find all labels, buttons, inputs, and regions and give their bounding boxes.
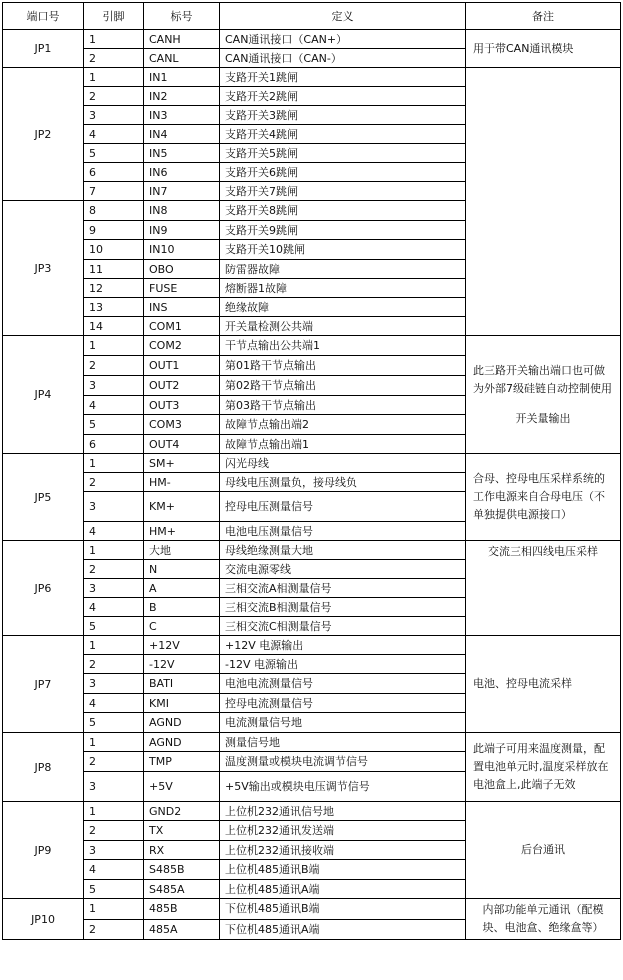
label-cell: IN8 bbox=[144, 201, 220, 221]
table-body bbox=[3, 30, 621, 940]
table-row bbox=[3, 636, 621, 655]
definition-cell: 支路开关6跳闸 bbox=[220, 163, 466, 182]
label-cell: -12V bbox=[144, 655, 220, 674]
pin-cell: 10 bbox=[84, 240, 144, 260]
definition-cell: 防雷器故障 bbox=[220, 260, 466, 279]
header-remarks: 备注 bbox=[466, 3, 621, 30]
definition-cell: 故障节点输出端2 bbox=[220, 415, 466, 435]
label-cell: IN3 bbox=[144, 106, 220, 125]
definition-cell: +12V 电源输出 bbox=[220, 636, 466, 655]
remarks-cell bbox=[466, 899, 621, 940]
label-cell: OUT3 bbox=[144, 396, 220, 415]
table-row bbox=[3, 541, 621, 560]
definition-cell: 上位机485通讯B端 bbox=[220, 860, 466, 880]
pin-cell: 3 bbox=[84, 841, 144, 860]
pin-cell: 2 bbox=[84, 919, 144, 940]
pin-cell: 3 bbox=[84, 674, 144, 694]
label-cell: 大地 bbox=[144, 541, 220, 560]
definition-cell: 支路开关9跳闸 bbox=[220, 221, 466, 240]
definition-cell: -12V 电源输出 bbox=[220, 655, 466, 674]
table-row bbox=[3, 336, 621, 356]
pin-cell: 4 bbox=[84, 860, 144, 880]
table-row bbox=[3, 30, 621, 49]
table-row bbox=[3, 68, 621, 87]
pin-cell: 3 bbox=[84, 106, 144, 125]
label-cell: IN5 bbox=[144, 144, 220, 163]
remarks-text: 交流三相四线电压采样 bbox=[488, 545, 598, 558]
label-cell: OUT2 bbox=[144, 376, 220, 396]
pin-cell: 2 bbox=[84, 87, 144, 106]
label-cell: S485A bbox=[144, 880, 220, 899]
remarks-cell bbox=[466, 336, 621, 454]
pin-cell: 6 bbox=[84, 435, 144, 454]
label-cell: COM1 bbox=[144, 317, 220, 336]
label-cell: +12V bbox=[144, 636, 220, 655]
pin-cell: 8 bbox=[84, 201, 144, 221]
remarks-text: 合母、控母电压采样系统的工作电源来自合母电压（不单独提供电源接口） bbox=[473, 472, 605, 521]
definition-cell: 开关量检测公共端 bbox=[220, 317, 466, 336]
definition-cell: 控母电压测量信号 bbox=[220, 492, 466, 522]
label-cell: N bbox=[144, 560, 220, 579]
label-cell: OUT1 bbox=[144, 356, 220, 376]
pin-cell: 5 bbox=[84, 144, 144, 163]
remarks-cell bbox=[466, 636, 621, 733]
label-cell: OUT4 bbox=[144, 435, 220, 454]
remarks-cell bbox=[466, 802, 621, 899]
pin-cell: 1 bbox=[84, 454, 144, 473]
label-cell: C bbox=[144, 617, 220, 636]
label-cell: AGND bbox=[144, 713, 220, 733]
label-cell: COM2 bbox=[144, 336, 220, 356]
pin-cell: 1 bbox=[84, 636, 144, 655]
label-cell: KM+ bbox=[144, 492, 220, 522]
table-row bbox=[3, 733, 621, 752]
definition-cell: 第01路干节点输出 bbox=[220, 356, 466, 376]
definition-cell: 下位机485通讯B端 bbox=[220, 899, 466, 920]
pin-cell: 2 bbox=[84, 655, 144, 674]
pin-cell: 1 bbox=[84, 30, 144, 49]
pin-cell: 2 bbox=[84, 49, 144, 68]
pin-cell: 3 bbox=[84, 579, 144, 598]
remarks-text: 用于带CAN通讯模块 bbox=[473, 41, 574, 55]
label-cell: IN7 bbox=[144, 182, 220, 201]
definition-cell: 母线绝缘测量大地 bbox=[220, 541, 466, 560]
label-cell: CANL bbox=[144, 49, 220, 68]
definition-cell: 熔断器1故障 bbox=[220, 279, 466, 298]
remarks-cell bbox=[466, 30, 621, 68]
pin-cell: 14 bbox=[84, 317, 144, 336]
pin-cell: 1 bbox=[84, 733, 144, 752]
label-cell: 485B bbox=[144, 899, 220, 920]
definition-cell: 三相交流C相测量信号 bbox=[220, 617, 466, 636]
label-cell: HM+ bbox=[144, 522, 220, 541]
definition-cell: 绝缘故障 bbox=[220, 298, 466, 317]
remarks-text: 电池、控母电流采样 bbox=[473, 677, 572, 690]
pin-cell: 3 bbox=[84, 376, 144, 396]
label-cell: A bbox=[144, 579, 220, 598]
definition-cell: 温度测量或模块电流调节信号 bbox=[220, 752, 466, 772]
definition-cell: 支路开关2跳闸 bbox=[220, 87, 466, 106]
port-cell: JP5 bbox=[3, 454, 84, 541]
header-definition: 定义 bbox=[220, 3, 466, 30]
label-cell: KMI bbox=[144, 694, 220, 713]
header-row bbox=[3, 3, 621, 30]
label-cell: IN1 bbox=[144, 68, 220, 87]
remarks-gap bbox=[473, 398, 613, 410]
label-cell: HM- bbox=[144, 473, 220, 492]
pin-cell: 5 bbox=[84, 415, 144, 435]
label-cell: TMP bbox=[144, 752, 220, 772]
definition-cell: 第03路干节点输出 bbox=[220, 396, 466, 415]
remarks-cell bbox=[466, 733, 621, 802]
pin-cell: 4 bbox=[84, 396, 144, 415]
port-cell: JP8 bbox=[3, 733, 84, 802]
table-row bbox=[3, 899, 621, 920]
definition-cell: 下位机485通讯A端 bbox=[220, 919, 466, 940]
definition-cell: 支路开关1跳闸 bbox=[220, 68, 466, 87]
remarks-text: 开关量输出 bbox=[515, 411, 571, 425]
definition-cell: 三相交流A相测量信号 bbox=[220, 579, 466, 598]
header-pin: 引脚 bbox=[84, 3, 144, 30]
pin-cell: 5 bbox=[84, 617, 144, 636]
pin-cell: 3 bbox=[84, 492, 144, 522]
pin-cell: 1 bbox=[84, 899, 144, 920]
label-cell: SM+ bbox=[144, 454, 220, 473]
definition-cell: 电池电流测量信号 bbox=[220, 674, 466, 694]
port-cell: JP1 bbox=[3, 30, 84, 68]
table-row bbox=[3, 802, 621, 821]
port-cell: JP6 bbox=[3, 541, 84, 636]
definition-cell: 支路开关5跳闸 bbox=[220, 144, 466, 163]
pin-cell: 4 bbox=[84, 522, 144, 541]
port-cell: JP2 bbox=[3, 68, 84, 201]
label-cell: IN9 bbox=[144, 221, 220, 240]
definition-cell: CAN通讯接口（CAN+） bbox=[220, 30, 466, 49]
definition-cell: 测量信号地 bbox=[220, 733, 466, 752]
definition-cell: 支路开关4跳闸 bbox=[220, 125, 466, 144]
label-cell: BATI bbox=[144, 674, 220, 694]
label-cell: B bbox=[144, 598, 220, 617]
pin-cell: 13 bbox=[84, 298, 144, 317]
pin-cell: 4 bbox=[84, 694, 144, 713]
label-cell: CANH bbox=[144, 30, 220, 49]
port-cell: JP7 bbox=[3, 636, 84, 733]
port-cell: JP10 bbox=[3, 899, 84, 940]
label-cell: IN2 bbox=[144, 87, 220, 106]
definition-cell: 上位机232通讯信号地 bbox=[220, 802, 466, 821]
remarks-text: 内部功能单元通讯（配模块、电池盒、绝缘盒等） bbox=[482, 903, 604, 934]
pin-cell: 1 bbox=[84, 541, 144, 560]
definition-cell: 支路开关8跳闸 bbox=[220, 201, 466, 221]
label-cell: OBO bbox=[144, 260, 220, 279]
label-cell: GND2 bbox=[144, 802, 220, 821]
definition-cell: +5V输出或模块电压调节信号 bbox=[220, 772, 466, 802]
definition-cell: 交流电源零线 bbox=[220, 560, 466, 579]
remarks-cell bbox=[466, 68, 621, 336]
label-cell: TX bbox=[144, 821, 220, 841]
pin-cell: 6 bbox=[84, 163, 144, 182]
definition-cell: 电流测量信号地 bbox=[220, 713, 466, 733]
definition-cell: 上位机485通讯A端 bbox=[220, 880, 466, 899]
pin-cell: 4 bbox=[84, 598, 144, 617]
port-cell: JP9 bbox=[3, 802, 84, 899]
label-cell: S485B bbox=[144, 860, 220, 880]
pin-cell: 1 bbox=[84, 336, 144, 356]
definition-cell: 三相交流B相测量信号 bbox=[220, 598, 466, 617]
label-cell: IN6 bbox=[144, 163, 220, 182]
pin-cell: 11 bbox=[84, 260, 144, 279]
definition-cell: 支路开关10跳闸 bbox=[220, 240, 466, 260]
definition-cell: 上位机232通讯发送端 bbox=[220, 821, 466, 841]
pin-cell: 1 bbox=[84, 802, 144, 821]
label-cell: IN4 bbox=[144, 125, 220, 144]
definition-cell: CAN通讯接口（CAN-） bbox=[220, 49, 466, 68]
pin-cell: 2 bbox=[84, 356, 144, 376]
pin-cell: 7 bbox=[84, 182, 144, 201]
definition-cell: 支路开关3跳闸 bbox=[220, 106, 466, 125]
remarks-text: 此三路开关输出端口也可做为外部7级硅链自动控制使用 bbox=[473, 363, 612, 395]
remarks-text: 后台通讯 bbox=[521, 843, 565, 856]
pin-cell: 5 bbox=[84, 880, 144, 899]
definition-cell: 控母电流测量信号 bbox=[220, 694, 466, 713]
label-cell: +5V bbox=[144, 772, 220, 802]
label-cell: FUSE bbox=[144, 279, 220, 298]
pin-cell: 12 bbox=[84, 279, 144, 298]
definition-cell: 支路开关7跳闸 bbox=[220, 182, 466, 201]
pin-cell: 3 bbox=[84, 772, 144, 802]
definition-cell: 闪光母线 bbox=[220, 454, 466, 473]
pin-cell: 2 bbox=[84, 821, 144, 841]
pin-definition-table bbox=[2, 2, 621, 940]
table-row bbox=[3, 454, 621, 473]
label-cell: 485A bbox=[144, 919, 220, 940]
label-cell: AGND bbox=[144, 733, 220, 752]
port-cell: JP4 bbox=[3, 336, 84, 454]
label-cell: IN10 bbox=[144, 240, 220, 260]
remarks-cell bbox=[466, 454, 621, 541]
definition-cell: 第02路干节点输出 bbox=[220, 376, 466, 396]
label-cell: RX bbox=[144, 841, 220, 860]
port-cell: JP3 bbox=[3, 201, 84, 336]
pin-cell: 4 bbox=[84, 125, 144, 144]
label-cell: INS bbox=[144, 298, 220, 317]
pin-cell: 2 bbox=[84, 473, 144, 492]
definition-cell: 上位机232通讯接收端 bbox=[220, 841, 466, 860]
label-cell: COM3 bbox=[144, 415, 220, 435]
remarks-text: 此端子可用来温度测量，配置电池单元时,温度采样放在电池盒上,此端子无效 bbox=[473, 742, 609, 791]
definition-cell: 故障节点输出端1 bbox=[220, 435, 466, 454]
pin-cell: 9 bbox=[84, 221, 144, 240]
definition-cell: 母线电压测量负，接母线负 bbox=[220, 473, 466, 492]
definition-cell: 干节点输出公共端1 bbox=[220, 336, 466, 356]
header-label: 标号 bbox=[144, 3, 220, 30]
pin-cell: 2 bbox=[84, 752, 144, 772]
header-port: 端口号 bbox=[3, 3, 84, 30]
remarks-cell bbox=[466, 541, 621, 636]
definition-cell: 电池电压测量信号 bbox=[220, 522, 466, 541]
pin-cell: 2 bbox=[84, 560, 144, 579]
pin-cell: 1 bbox=[84, 68, 144, 87]
pin-cell: 5 bbox=[84, 713, 144, 733]
